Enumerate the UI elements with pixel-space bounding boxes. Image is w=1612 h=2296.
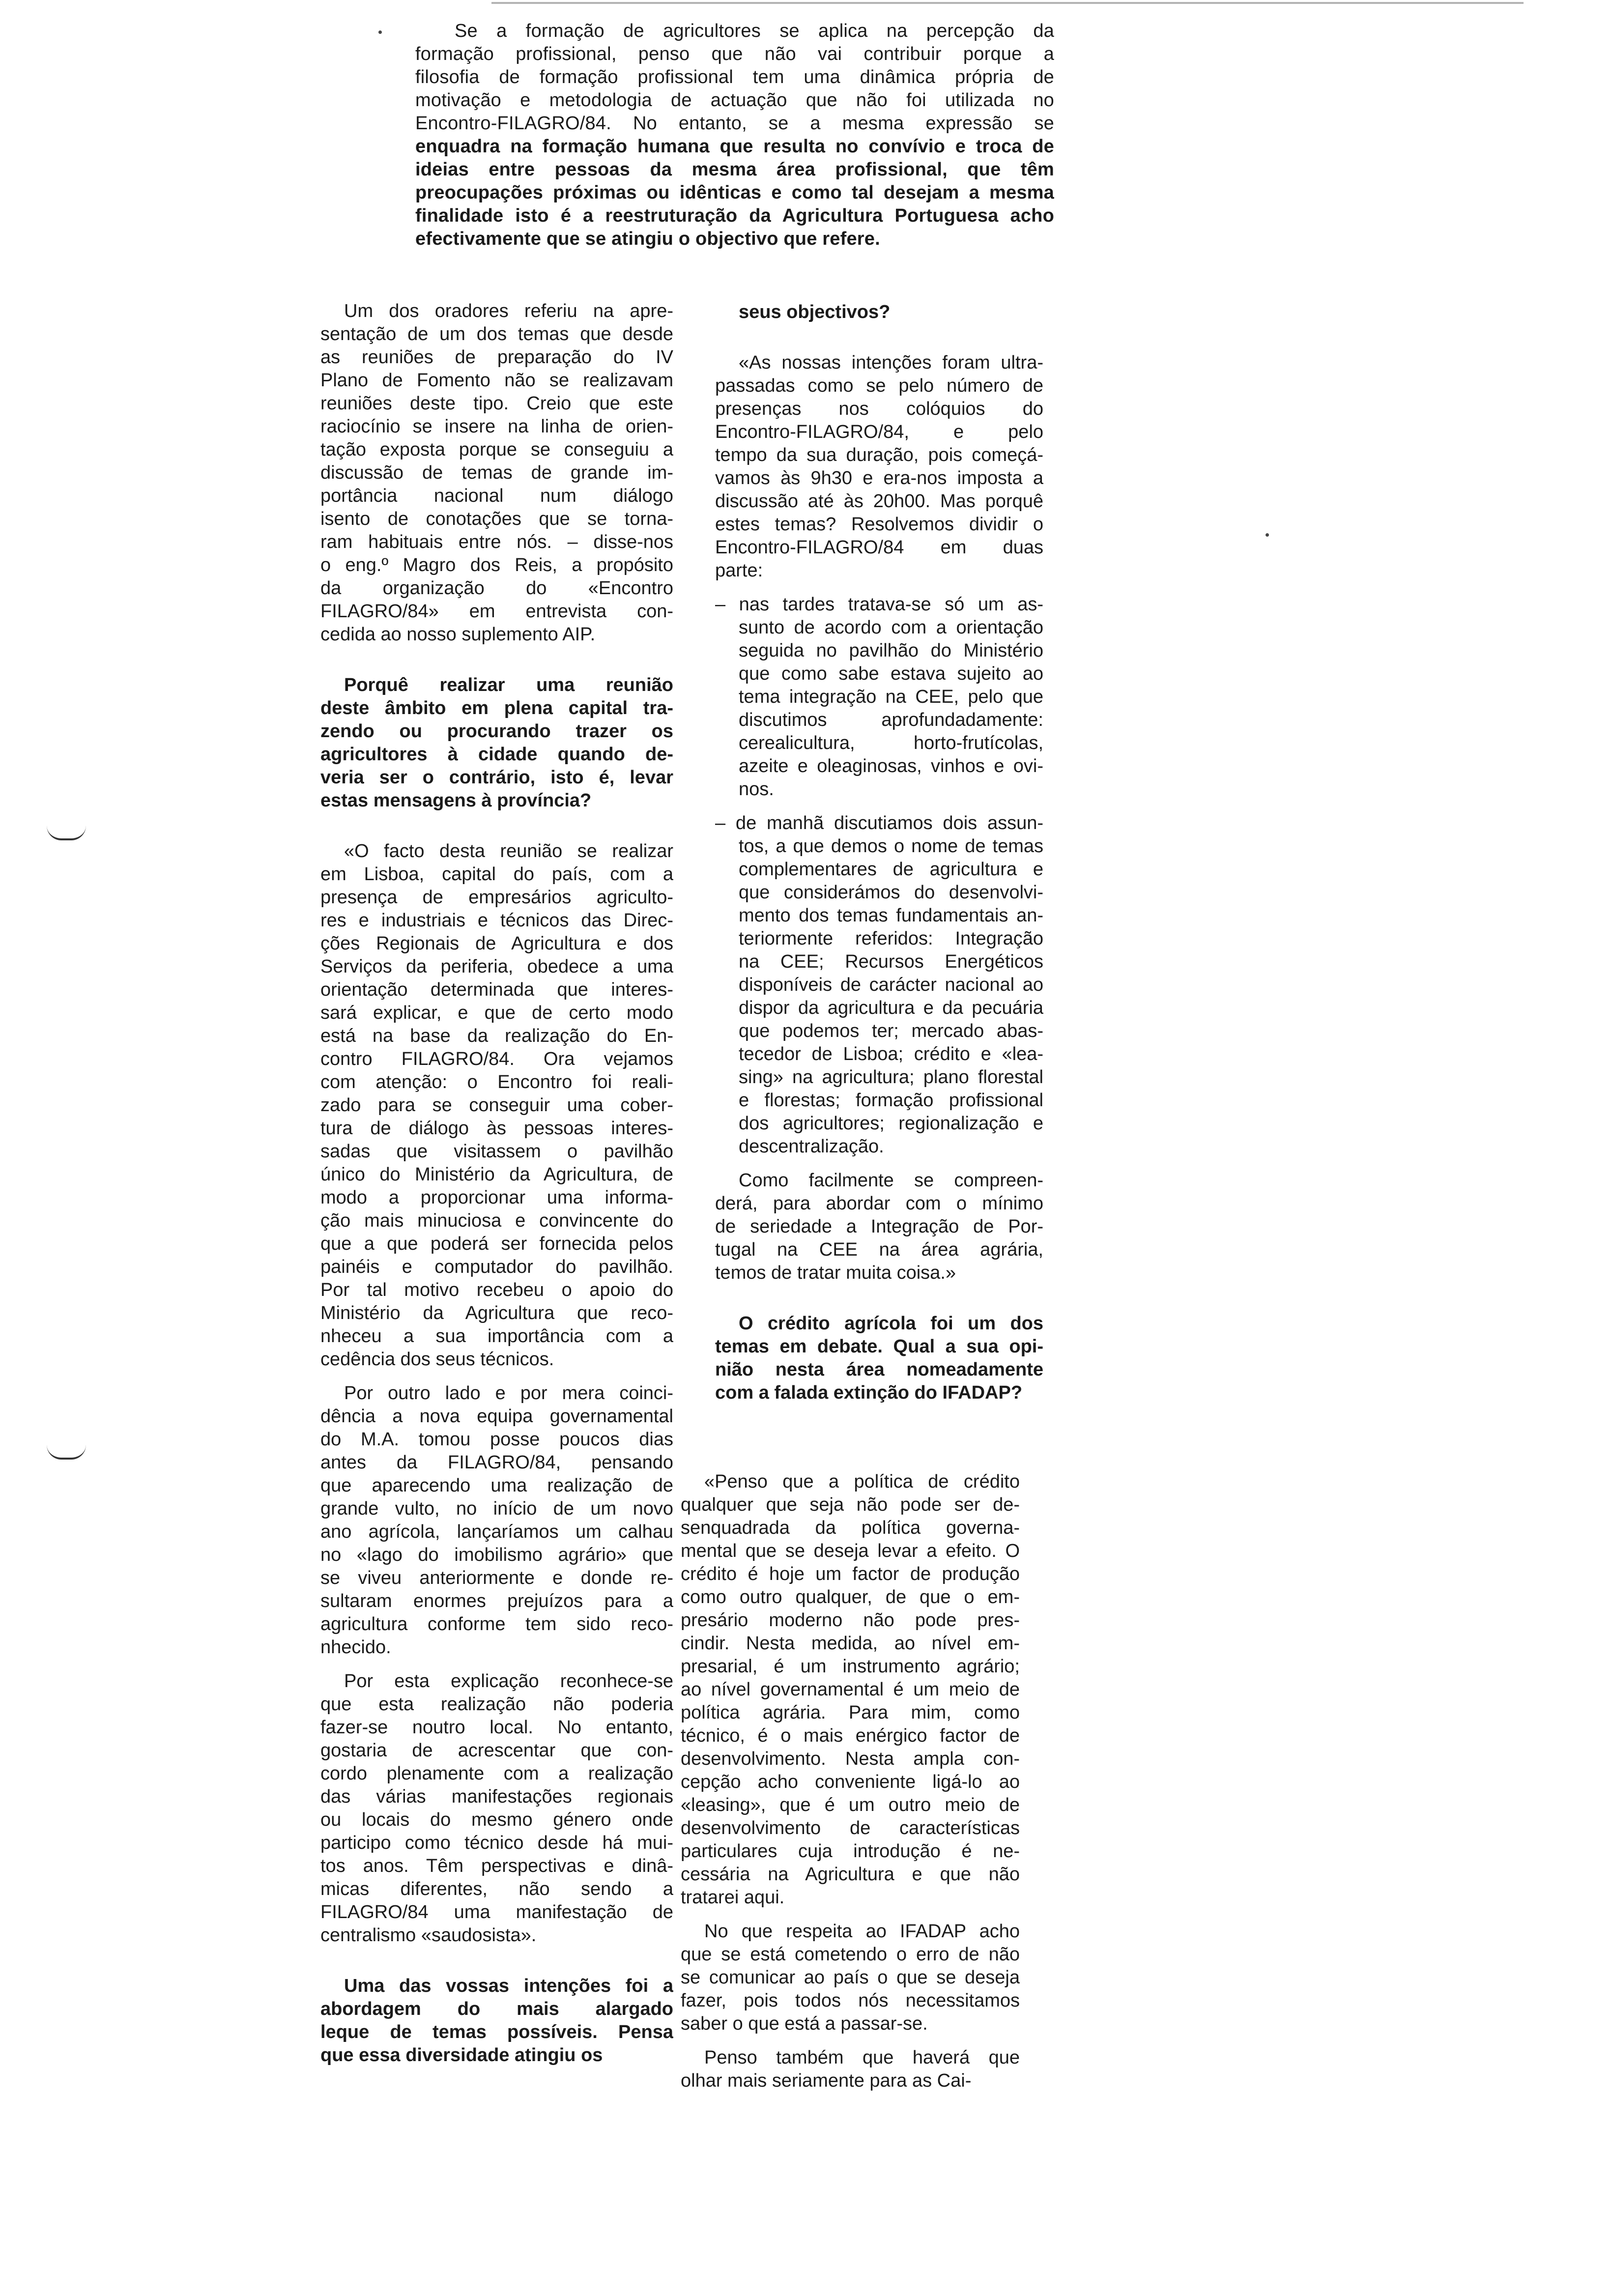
text-line: cordo plenamente com a realização [320,1763,673,1784]
text-line: grande vulto, no início de um novo [320,1498,673,1519]
text-line: dispor da agricultura e da pecuária [739,998,1043,1018]
margin-mark-bottom [47,1445,86,1460]
intro-line: formação profissional, penso que não vai contribuir porque a [415,44,1054,64]
text-line: FILAGRO/84 uma manifestação de [320,1902,673,1923]
text-line: agricultores à cidade quando de- [320,744,673,765]
text-line: seus objectivos? [739,302,891,322]
text-line: veria ser o contrário, isto é, levar [320,767,673,788]
paragraph [320,300,673,646]
interview-question [715,1312,1043,1405]
intro-line: efectivamente que se atingiu o objectivo que refere. [415,229,880,249]
text-line: presário moderno não pode pres- [681,1610,1020,1631]
text-line: cedência dos seus técnicos. [320,1349,554,1370]
text-line: Encontro-FILAGRO/84, e pelo [715,422,1043,442]
text-line: O crédito agrícola foi um dos [739,1313,1043,1334]
text-line: temos de tratar muita coisa.» [715,1263,956,1283]
paragraph-gap [320,1947,673,1975]
text-line: micas diferentes, não sendo a [320,1879,673,1899]
text-line: nheceu a sua importância com a [320,1326,673,1347]
text-line: painéis e computador do pavilhão. [320,1257,673,1277]
text-line: Porquê realizar uma reunião [344,675,673,695]
text-line: único do Ministério da Agricultura, de [320,1164,673,1185]
text-line: que se está cometendo o erro de não [681,1944,1020,1965]
text-line: tecedor de Lisboa; crédito e «lea- [739,1044,1043,1064]
interview-question [320,1975,673,2067]
text-line: Penso também que haverá que [704,2047,1020,2068]
intro-line: filosofia de formação profissional tem uma dinâmica própria de [415,67,1054,87]
article-column-left [320,300,673,2067]
text-line: saber o que está a passar-se. [681,2013,928,2034]
intro-line: motivação e metodologia de actuação que não foi utilizada no [415,90,1054,111]
text-line: passadas como se pelo número de [715,375,1043,396]
intro-paragraph [415,20,1054,251]
text-line: particulares cuja introdução é ne- [681,1841,1020,1862]
text-line: sadas que visitassem o pavilhão [320,1141,673,1162]
text-line: se viveu anteriormente e donde re- [320,1568,673,1588]
text-line: parte: [715,560,763,581]
text-line: tratarei aqui. [681,1887,785,1908]
text-line: Por tal motivo recebeu o apoio do [320,1280,673,1300]
text-line: técnico, é o mais enérgico factor de [681,1725,1020,1746]
text-line: zado para se conseguir uma cober- [320,1095,673,1116]
text-line: ou locais do mesmo género onde [320,1809,673,1830]
text-line: desenvolvimento de características [681,1818,1020,1838]
text-line: sentação de um dos temas que desde [320,324,673,344]
text-line: crédito é hoje um factor de produção [681,1564,1020,1584]
paragraph [681,1470,1020,1909]
intro-line: finalidade isto é a reestruturação da Agricultura Portuguesa acho [415,205,1054,226]
text-line: estes temas? Resolvemos dividir o [715,514,1043,535]
text-line: «Penso que a política de crédito [704,1471,1020,1492]
text-line: que como sabe estava sujeito ao [739,663,1043,684]
text-line: nião nesta área nomeadamente [715,1359,1043,1380]
text-line: de seriedade a Integração de Por- [715,1216,1043,1237]
text-line: dos agricultores; regionalização e [739,1113,1043,1134]
text-line: orientação determinada que interes- [320,979,673,1000]
text-line: que esta realização não poderia [320,1694,673,1715]
text-line: cindir. Nesta medida, ao nível em- [681,1633,1020,1654]
text-line: agricultura conforme tem sido reco- [320,1614,673,1635]
text-line: ção mais minuciosa e convincente do [320,1210,673,1231]
text-line: cessária na Agricultura e que não [681,1864,1020,1885]
text-line: sing» na agricultura; plano florestal [739,1067,1043,1088]
text-line: olhar mais seriamente para as Cai- [681,2070,972,2091]
text-line: ano agrícola, lançaríamos um calhau [320,1521,673,1542]
text-line: Um dos oradores referiu na apre- [344,301,673,321]
text-line: ao nível governamental é um meio de [681,1679,1020,1700]
text-line: tugal na CEE na área agrária, [715,1239,1043,1260]
text-line: abordagem do mais alargado [320,1999,673,2019]
text-line: ções Regionais de Agricultura e dos [320,933,673,954]
text-line: leque de temas possíveis. Pensa [320,2022,673,2042]
text-line: teriormente referidos: Integração [739,928,1043,949]
text-line: FILAGRO/84» em entrevista con- [320,601,673,622]
text-line: tura de diálogo às pessoas interes- [320,1118,673,1139]
bullet-item [715,812,1043,1158]
text-line: como outro qualquer, de que o em- [681,1587,1020,1607]
text-line: que a que poderá ser fornecida pelos [320,1234,673,1254]
paragraph-gap [715,582,1043,593]
text-line: raciocínio se insere na linha de orien- [320,416,673,437]
intro-line: preocupações próximas ou idênticas e como tal desejam a mesma [415,182,1054,203]
speck [378,30,382,34]
text-line: reuniões deste tipo. Creio que este [320,393,673,414]
article-column-right [715,301,1043,1405]
text-line: das várias manifestações regionais [320,1786,673,1807]
text-line: discussão de temas de grande im- [320,462,673,483]
paragraph [715,351,1043,582]
text-line: cedida ao nosso suplemento AIP. [320,624,596,645]
interview-question [320,674,673,812]
paragraph-gap [320,812,673,840]
text-line: com a falada extinção do IFADAP? [715,1382,1023,1403]
text-line: dência a nova equipa governamental [320,1406,673,1427]
text-line: res e industriais e técnicos das Direc- [320,910,673,931]
text-line: mento dos temas fundamentais an- [739,905,1043,926]
paragraph [715,1169,1043,1285]
margin-mark-top [47,826,86,840]
paragraph-gap [320,1371,673,1382]
text-line: discussão até às 20h00. Mas porquê [715,491,1043,512]
text-line: Encontro-FILAGRO/84 em duas [715,537,1043,558]
text-line: «O facto desta reunião se realizar [344,841,673,861]
text-line: que essa diversidade atingiu os [320,2045,603,2066]
text-line: mental que se deseja levar a efeito. O [681,1541,1020,1561]
intro-line: ideias entre pessoas da mesma área profissional, que têm [415,159,1054,180]
text-line: em Lisboa, capital do país, com a [320,864,673,885]
speck [1266,533,1269,537]
text-line: está na base da realização do En- [320,1026,673,1046]
paragraph-gap [320,1659,673,1670]
text-line: discutimos aprofundadamente: [739,710,1043,730]
paragraph-gap [681,1909,1020,1920]
text-line: – de manhã discutiamos dois assun- [715,813,1043,833]
text-line: – nas tardes tratava-se só um as- [715,594,1043,615]
text-line: desenvolvimento. Nesta ampla con- [681,1749,1020,1769]
text-line: Serviços da periferia, obedece a uma [320,956,673,977]
text-line: descentralização. [739,1136,884,1157]
text-line: se comunicar ao país o que se deseja [681,1967,1020,1988]
text-line: na CEE; Recursos Energéticos [739,951,1043,972]
text-line: sultaram enormes prejuízos para a [320,1591,673,1611]
text-line: azeite e oleaginosas, vinhos e ovi- [739,756,1043,776]
text-line: No que respeita ao IFADAP acho [704,1921,1020,1942]
text-line: presença de empresários agriculto- [320,887,673,908]
text-line: contro FILAGRO/84. Ora vejamos [320,1049,673,1069]
text-line: antes da FILAGRO/84, pensando [320,1452,673,1473]
text-line: disponíveis de carácter nacional ao [739,975,1043,995]
text-line: «As nossas intenções foram ultra- [739,352,1043,373]
text-line: cepção acho conveniente ligá-lo ao [681,1772,1020,1792]
text-line: participo como técnico desde há mui- [320,1833,673,1853]
text-line: senquadrada da política governa- [681,1518,1020,1538]
paragraph [320,1382,673,1659]
paragraph-gap [715,1158,1043,1169]
text-line: ram habituais entre nós. – disse-nos [320,532,673,552]
paragraph-gap [715,1285,1043,1312]
text-line: tação exposta porque se conseguiu a [320,439,673,460]
intro-line: Se a formação de agricultores se aplica na percepção da [455,21,1054,41]
intro-line: Encontro-FILAGRO/84. No entanto, se a mesma expressão se [415,113,1054,134]
text-line: Plano de Fomento não se realizavam [320,370,673,391]
text-line: zendo ou procurando trazer os [320,721,673,742]
paragraph [681,2046,1020,2093]
text-line: seguida no pavilhão do Ministério [739,640,1043,661]
text-line: Por esta explicação reconhece-se [344,1671,673,1692]
paragraph-gap [681,2036,1020,2046]
text-line: tempo da sua duração, pois começá- [715,445,1043,465]
paragraph-gap [715,801,1043,812]
text-line: vamos às 9h30 e era-nos imposta a [715,468,1043,488]
text-line: portância nacional num diálogo [320,486,673,506]
text-line: fazer-se noutro local. No entanto, [320,1717,673,1738]
text-line: sunto de acordo com a orientação [739,617,1043,638]
text-line: sará explicar, e que de certo modo [320,1003,673,1023]
text-line: que podemos ter; mercado abas- [739,1021,1043,1041]
text-line: derá, para abordar com o mínimo [715,1193,1043,1214]
text-line: fazer, pois todos nós necessitamos [681,1990,1020,2011]
text-line: nhecido. [320,1637,391,1658]
text-line: do M.A. tomou posse poucos dias [320,1429,673,1450]
text-line: da organização do «Encontro [320,578,673,599]
text-line: presenças nos colóquios do [715,399,1043,419]
text-line: isento de conotações que se torna- [320,509,673,529]
bullet-item [715,593,1043,801]
text-line: estas mensagens à província? [320,790,592,811]
interview-question [715,301,1043,324]
paragraph [320,1670,673,1947]
paragraph [320,840,673,1371]
text-line: nos. [739,779,774,800]
text-line: com atenção: o Encontro foi reali- [320,1072,673,1092]
text-line: tos, a que demos o nome de temas [739,836,1043,857]
text-line: Ministério da Agricultura que reco- [320,1303,673,1323]
text-line: e florestas; formação profissional [739,1090,1043,1111]
text-line: Por outro lado e por mera coinci- [344,1383,673,1404]
text-line: deste âmbito em plena capital tra- [320,698,673,718]
text-line: no «lago do imobilismo agrário» que [320,1545,673,1565]
paragraph-gap [715,324,1043,351]
text-line: tema integração na CEE, pelo que [739,687,1043,707]
article-column-right-lower [681,1470,1020,2093]
text-line: modo a proporcionar uma informa- [320,1187,673,1208]
text-line: complementares de agricultura e [739,859,1043,880]
text-line: política agrária. Para mim, como [681,1702,1020,1723]
paragraph-gap [320,646,673,674]
text-line: tos anos. Têm perspectivas e dinâ- [320,1856,673,1876]
paragraph [681,1920,1020,2036]
top-rule [491,2,1524,4]
text-line: centralismo «saudosista». [320,1925,537,1946]
intro-line: enquadra na formação humana que resulta no convívio e troca de [415,136,1054,157]
text-line: o eng.º Magro dos Reis, a propósito [320,555,673,575]
text-line: que considerámos do desenvolvi- [739,882,1043,903]
text-line: «leasing», que é um outro meio de [681,1795,1020,1815]
text-line: presarial, é um instrumento agrário; [681,1656,1020,1677]
text-line: que aparecendo uma realização de [320,1475,673,1496]
text-line: gostaria de acrescentar que con- [320,1740,673,1761]
text-line: Uma das vossas intenções foi a [344,1976,673,1996]
text-line: temas em debate. Qual a sua opi- [715,1336,1043,1357]
text-line: cerealicultura, horto-frutícolas, [739,733,1043,753]
text-line: qualquer que seja não pode ser de- [681,1494,1020,1515]
text-line: as reuniões de preparação do IV [320,347,673,368]
text-line: Como facilmente se compreen- [739,1170,1043,1191]
